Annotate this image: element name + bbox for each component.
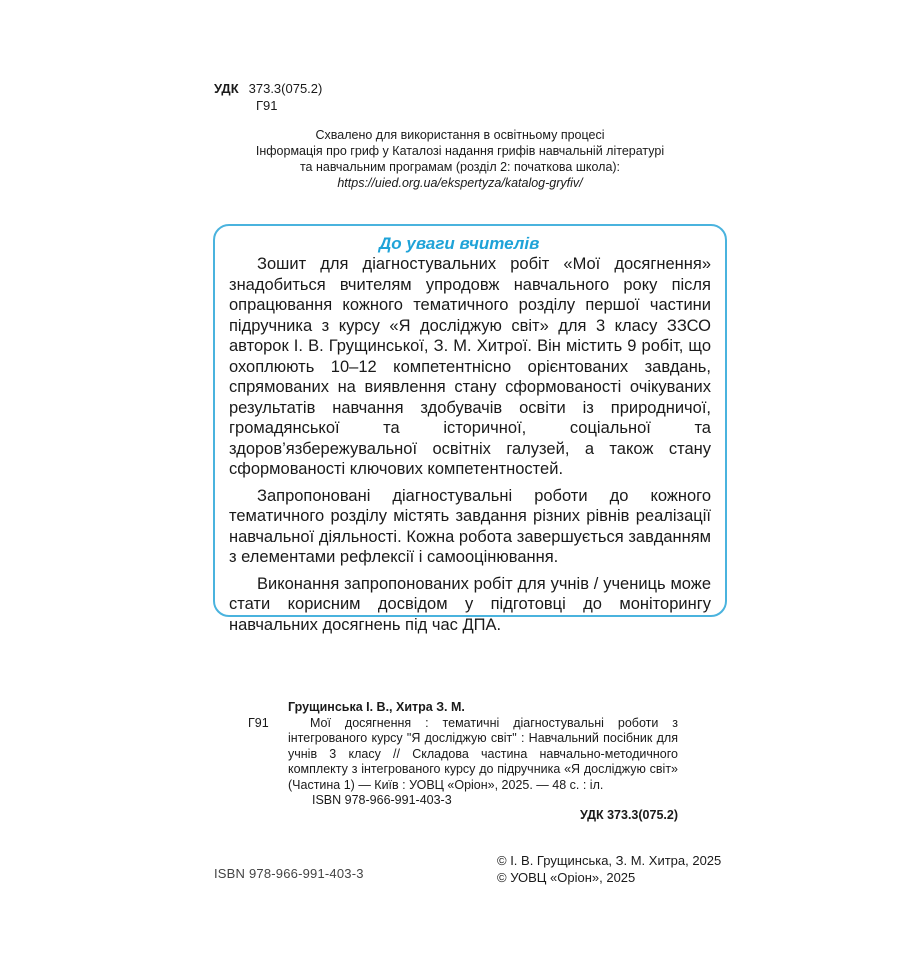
udk-top	[214, 80, 322, 114]
udk-label: УДК	[214, 81, 239, 96]
copyrights	[497, 852, 721, 886]
teacher-note-box	[213, 224, 727, 634]
catalog-card	[248, 700, 678, 809]
teacher-note-paragraph: Виконання запропонованих робіт для учнів / учениць може стати корисним досвідом у підготовці до моніторингу навчальних досягнень під час ДПА.	[229, 574, 711, 634]
catalog-description: Мої досягнення : тематичні діагностувальні роботи з інтегрованого курсу "Я досліджую світ" : Навчальний посібник для учнів 3 класу // Складова частина навчально-методичного комплекту з інтегрованого курсу до підручника «Я досліджую світ» (Частина 1) — Київ : УОВЦ «Оріон», 2025. — 48 с. : іл.	[288, 715, 678, 792]
copyright-line: © І. В. Грущинська, З. М. Хитра, 2025	[497, 853, 722, 868]
approval-url: https://uied.org.ua/ekspertyza/katalog-gryfiv/	[337, 176, 583, 190]
approval-notice	[230, 127, 690, 191]
catalog-authors: Грущинська І. В., Хитра З. М.	[288, 700, 465, 714]
catalog-isbn: ISBN 978-966-991-403-3	[312, 793, 452, 807]
copyright-line: © УОВЦ «Оріон», 2025	[497, 870, 636, 885]
approval-line: Інформація про гриф у Каталозі надання грифів навчальній літературі	[255, 144, 665, 158]
approval-line: Схвалено для використання в освітньому процесі	[315, 128, 605, 142]
udk-value: 373.3(075.2)	[248, 81, 323, 96]
catalog-code: Г91	[248, 716, 269, 730]
isbn-bottom: ISBN 978-966-991-403-3	[214, 866, 364, 881]
teacher-note-title: До уваги вчителів	[379, 234, 540, 253]
approval-line: та навчальним програмам (розділ 2: початкова школа):	[299, 160, 621, 174]
catalog-udk: УДК 373.3(075.2)	[579, 808, 678, 822]
udk-index: Г91	[256, 98, 278, 113]
teacher-note-paragraph: Запропоновані діагностувальні роботи до кожного тематичного розділу містять завдання різних рівнів реалізації навчальної діяльності. Кожна робота завершується завданням з елементами рефлексії і самооцінювання.	[229, 486, 711, 566]
teacher-note-paragraph: Зошит для діагностувальних робіт «Мої досягнення» знадобиться вчителям упродовж навчального року після опрацювання кожного тематичного розділу першої частини підручника з курсу «Я досліджую світ» для 3 класу ЗЗСО авторок І. В. Грущинської, З. М. Хитрої. Він містить 9 робіт, що охоплюють 10–12 компетентнісно орієнтованих завдань, спрямованих на виявлення стану сформованості очікуваних результатів навчання здобувачів освіти із природничої, громадянської та історичної, соціальної та здоров’язбережувальної освітніх галузей, а також стану сформованості ключових компетентностей.	[229, 255, 711, 478]
